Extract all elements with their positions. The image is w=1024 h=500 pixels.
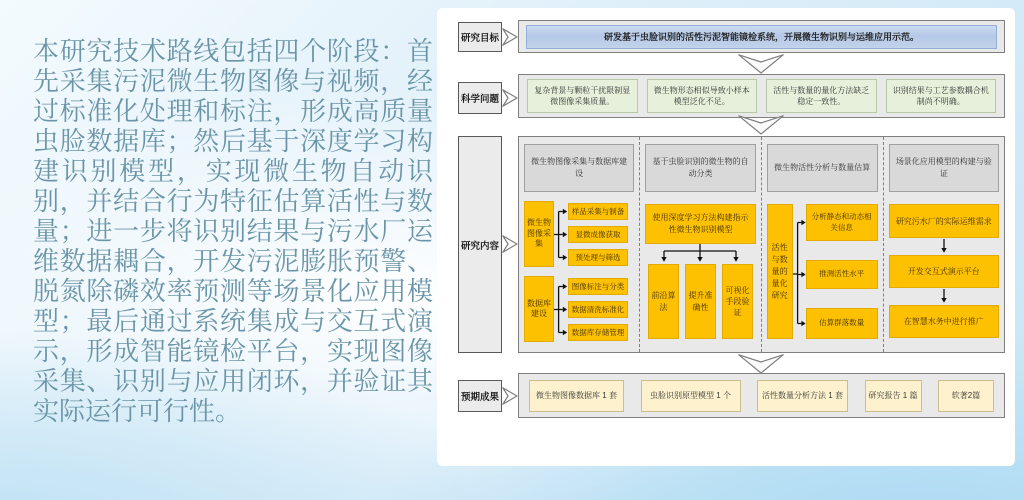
question-item: 微生物形态相似导致小样本模型泛化不足。 — [647, 79, 758, 113]
step-item: 在智慧水务中进行推广 — [889, 305, 999, 338]
down-arrow-small-icon — [939, 289, 949, 304]
image-collection-group — [524, 201, 634, 267]
leaf-item: 推测活性水平 — [806, 260, 878, 289]
content-column-classification — [640, 137, 761, 352]
down-branch-connector-icon — [648, 244, 752, 264]
left-paragraph: 本研究技术路线包括四个阶段：首先采集污泥微生物图像与视频，经过标准化处理和标注，形成高质量虫脸数据库；然后基于深度学习构建识别模型，实现微生物自动识别，并结合行为特征估算活性与数量；进一步将识别结果与污水厂运维数据耦合，开发污泥膨胀预警、脱氮除磷效率预测等场景化应用模型；最后通过系统集成与交互式演示，形成智能镜检平台，实现图像采集、识别与应用闭环，并验证其实际运行可行性。 — [33, 36, 433, 426]
branch-connector-icon — [554, 203, 568, 266]
content-column-application — [884, 137, 1004, 352]
column-header: 微生物图像采集与数据库建设 — [524, 144, 634, 192]
diagram-panel — [437, 8, 1015, 466]
leaf-stack — [568, 203, 628, 266]
leaf-item: 图像标注与分类 — [568, 278, 628, 295]
database-build-group — [524, 276, 634, 342]
goal-statement: 研发基于虫脸识别的活性污泥智能镜检系统，开展微生物识别与运维应用示范。 — [526, 25, 997, 49]
leaf-item: 样品采集与制备 — [568, 203, 628, 220]
down-arrow-icon — [738, 54, 784, 74]
leaf-item: 数据库存储管理 — [568, 324, 628, 341]
step-item: 研究污水厂的实际运维需求 — [889, 204, 999, 238]
leaf-item: 数据清洗标准化 — [568, 301, 628, 318]
leaf-item: 可视化手段验证 — [722, 264, 753, 339]
goal-container — [518, 20, 1005, 53]
outcomes-container — [518, 373, 1005, 418]
branch-connector-icon — [793, 204, 806, 339]
column-header: 场景化应用模型的构建与验证 — [889, 144, 999, 192]
leaf-item: 估算群落数量 — [806, 308, 878, 339]
down-arrow-icon — [738, 115, 784, 135]
group-root: 微生物图像采集 — [524, 201, 554, 267]
leaf-item: 提升准确性 — [685, 264, 716, 339]
right-arrow-icon — [502, 89, 518, 107]
label-scientific-questions: 科学问题 — [458, 82, 502, 114]
outcome-item: 研究报告 1 篇 — [865, 380, 922, 412]
right-arrow-icon — [502, 235, 518, 253]
content-column-database — [519, 137, 640, 352]
label-research-goal: 研究目标 — [458, 22, 502, 52]
column-root: 使用深度学习方法构建指示性微生物识别模型 — [645, 204, 755, 244]
column-header: 微生物活性分析与数量估算 — [767, 144, 878, 192]
column-header: 基于虫脸识别的微生物的自动分类 — [645, 144, 755, 192]
down-arrow-icon — [738, 354, 784, 374]
outcome-item: 虫脸识别原型模型 1 个 — [641, 380, 741, 412]
question-item: 复杂背景与颗粒干扰限制显微图像采集质量。 — [527, 79, 638, 113]
leaf-item: 显微成像获取 — [568, 226, 628, 243]
outcome-item: 活性数量分析方法 1 套 — [757, 380, 848, 412]
question-item: 活性与数量的量化方法缺乏稳定一致性。 — [766, 79, 877, 113]
group-root: 数据库建设 — [524, 276, 554, 342]
leaf-item: 预处理与筛选 — [568, 249, 628, 266]
activity-group — [767, 204, 878, 339]
label-expected-outcomes: 预期成果 — [458, 380, 502, 412]
outcome-item: 微生物图像数据库 1 套 — [529, 380, 624, 412]
leaf-row — [645, 264, 755, 339]
leaf-item: 前沿算法 — [648, 264, 679, 339]
question-item: 识别结果与工艺参数耦合机制尚不明确。 — [886, 79, 997, 113]
outcome-item: 软著2篇 — [938, 380, 994, 412]
right-arrow-icon — [502, 387, 518, 405]
group-root: 活性与数量的量化研究 — [767, 204, 793, 339]
leaf-item: 分析静态和动态相关信息 — [806, 204, 878, 241]
label-research-content: 研究内容 — [458, 136, 502, 353]
right-arrow-icon — [502, 28, 518, 46]
leaf-stack — [568, 278, 628, 341]
questions-container — [518, 74, 1005, 118]
content-container — [518, 136, 1005, 353]
step-item: 开发交互式演示平台 — [889, 255, 999, 288]
application-steps — [889, 204, 999, 338]
leaf-stack — [806, 204, 878, 339]
content-column-activity — [762, 137, 884, 352]
down-arrow-small-icon — [939, 239, 949, 254]
branch-connector-icon — [554, 278, 568, 341]
